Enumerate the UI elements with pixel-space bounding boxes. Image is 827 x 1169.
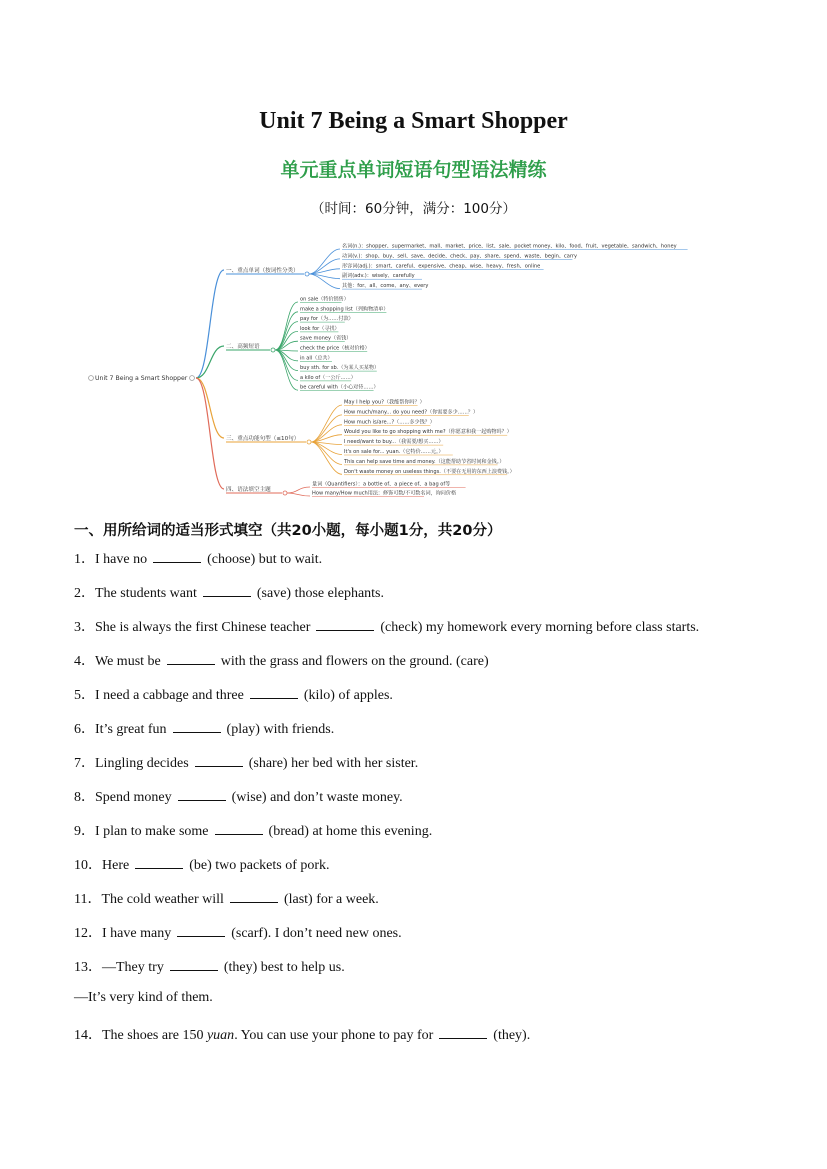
time-info: （时间：60分钟，满分：100分） <box>311 201 516 217</box>
item-connector <box>311 442 342 464</box>
branch-label: 二、高频短语 <box>226 344 260 350</box>
branch-item: I need/want to buy...（我需要/想买……） <box>344 439 444 446</box>
branch-item: 量词（Quantifiers）：a bottle of、a piece of、a bag of等 <box>312 481 451 488</box>
item-connector <box>311 442 342 474</box>
answer-blank[interactable] <box>230 889 278 903</box>
branch-item: look for（寻找） <box>300 325 340 332</box>
branch-item: make a shopping list（列购物清单） <box>300 306 389 313</box>
branch-item: How much is/are...?（……多少钱？） <box>344 419 435 426</box>
page-subtitle: 单元重点单词短语句型语法精练 <box>280 159 547 181</box>
branch-item: 其他：for、all、come、any、every <box>342 283 429 290</box>
question-4: 4．We must be with the grass and flowers on the ground. (care) <box>74 650 489 670</box>
answer-blank[interactable] <box>173 719 221 733</box>
item-connector <box>275 312 298 350</box>
branch-item: save money（省钱） <box>300 335 352 342</box>
question-number: 10． <box>74 858 102 873</box>
branch-item: buy sth. for sb.（为某人买某物） <box>300 365 380 372</box>
branch-node <box>283 491 287 495</box>
question-number: 13． <box>74 960 102 975</box>
question-7: 7．Lingling decides (share) her bed with her sister. <box>74 752 418 772</box>
branch-label: 一、重点单词（按词性分类） <box>226 268 299 274</box>
branch-item: 副词(adv.)：wisely、carefully <box>342 273 415 280</box>
branch-item: Would you like to go shopping with me?（你愿意和我一起购物吗？） <box>344 429 512 436</box>
question-9: 9．I plan to make some (bread) at home this evening. <box>74 820 432 840</box>
branch-connector <box>196 378 224 489</box>
question-number: 8． <box>74 790 95 805</box>
question-number: 1． <box>74 552 95 567</box>
item-connector <box>275 350 298 380</box>
answer-blank[interactable] <box>153 549 201 563</box>
question-number: 7． <box>74 756 95 771</box>
answer-blank[interactable] <box>195 753 243 767</box>
question-14: 14．The shoes are 150 yuan. You can use your phone to pay for (they). <box>74 1024 530 1044</box>
question-1: 1．I have no (choose) but to wait. <box>74 548 322 568</box>
branch-item: Don't waste money on useless things.（不要在无用的东西上浪费钱。） <box>344 468 515 475</box>
branch-item: It's on sale for... yuan.（它特价……元。） <box>344 449 444 455</box>
answer-blank[interactable] <box>177 923 225 937</box>
item-connector <box>309 249 340 274</box>
branch-node <box>307 440 311 444</box>
italic-word: yuan <box>206 1028 235 1043</box>
question-13-reply: —It’s very kind of them. <box>74 990 213 1005</box>
branch-item: How much/many... do you need?（你需要多少……？） <box>344 409 479 416</box>
question-number: 2． <box>74 586 95 601</box>
item-connector <box>311 405 342 442</box>
branch-item: May I help you?（我能帮你吗？） <box>344 399 425 406</box>
question-13: 13．—They try (they) best to help us. <box>74 956 345 976</box>
question-2: 2．The students want (save) those elephants. <box>74 582 384 602</box>
section-heading: 一、用所给词的适当形式填空（共20小题，每小题1分，共20分） <box>74 523 502 539</box>
answer-blank[interactable] <box>316 617 374 631</box>
question-number: 14． <box>74 1028 102 1043</box>
question-number: 6． <box>74 722 95 737</box>
mindmap-root: Unit 7 Being a Smart Shopper <box>95 375 188 382</box>
question-number: 12． <box>74 926 102 941</box>
answer-blank[interactable] <box>250 685 298 699</box>
question-number: 3． <box>74 620 95 635</box>
question-8: 8．Spend money (wise) and don’t waste money. <box>74 786 403 806</box>
branch-item: pay for（为……付款） <box>300 316 354 323</box>
item-connector <box>287 493 310 496</box>
branch-item: be careful with（小心对待……） <box>300 384 379 391</box>
branch-item: a kilo of（一公斤……） <box>300 374 356 381</box>
branch-label: 四、语法填空主题 <box>226 487 271 493</box>
branch-item: check the price（核对价格） <box>300 345 370 352</box>
branch-node <box>271 348 275 352</box>
question-6: 6．It’s great fun (play) with friends. <box>74 718 334 738</box>
root-node-left <box>89 376 94 381</box>
branch-item: How many/How much用法：修饰可数/不可数名词，询问价格 <box>312 490 457 497</box>
root-node <box>190 376 195 381</box>
branch-item: 形容词(adj.)：smart、careful、expensive、cheap、wise、heavy、fresh、online <box>342 263 541 270</box>
question-12: 12．I have many (scarf). I don’t need new ones. <box>74 922 402 942</box>
answer-blank[interactable] <box>203 583 251 597</box>
answer-blank[interactable] <box>135 855 183 869</box>
branch-item: in all（总共） <box>300 355 333 362</box>
mind-map <box>0 232 827 504</box>
answer-blank[interactable] <box>439 1025 487 1039</box>
question-3: 3．She is always the first Chinese teacher (check) my homework every morning before class starts. <box>74 616 699 636</box>
item-connector <box>287 487 310 493</box>
branch-item: This can help save time and money.（这能帮助节省时间和金钱。） <box>344 458 505 465</box>
answer-blank[interactable] <box>170 957 218 971</box>
answer-blank[interactable] <box>167 651 215 665</box>
answer-blank[interactable] <box>178 787 226 801</box>
question-number: 4． <box>74 654 95 669</box>
branch-node <box>305 272 309 276</box>
branch-item: 动词(v.)：shop、buy、sell、save、decide、check、pay、share、spend、waste、begin、carry <box>342 253 577 260</box>
branch-item: on sale（特价销售） <box>300 296 349 303</box>
question-number: 11． <box>74 892 102 907</box>
question-number: 5． <box>74 688 95 703</box>
answer-blank[interactable] <box>215 821 263 835</box>
question-5: 5．I need a cabbage and three (kilo) of apples. <box>74 684 393 704</box>
question-10: 10．Here (be) two packets of pork. <box>74 854 330 874</box>
branch-label: 三、重点功能句型（≤10句） <box>226 436 300 442</box>
question-number: 9． <box>74 824 95 839</box>
page-title: Unit 7 Being a Smart Shopper <box>259 108 568 134</box>
branch-item: 名词(n.)：shopper、supermarket、mall、market、price、list、sale、pocket money、kilo、food、fruit、vegetable、sandwich、honey <box>342 243 677 250</box>
item-connector <box>275 302 298 350</box>
question-11: 11．The cold weather will (last) for a week. <box>74 888 379 908</box>
